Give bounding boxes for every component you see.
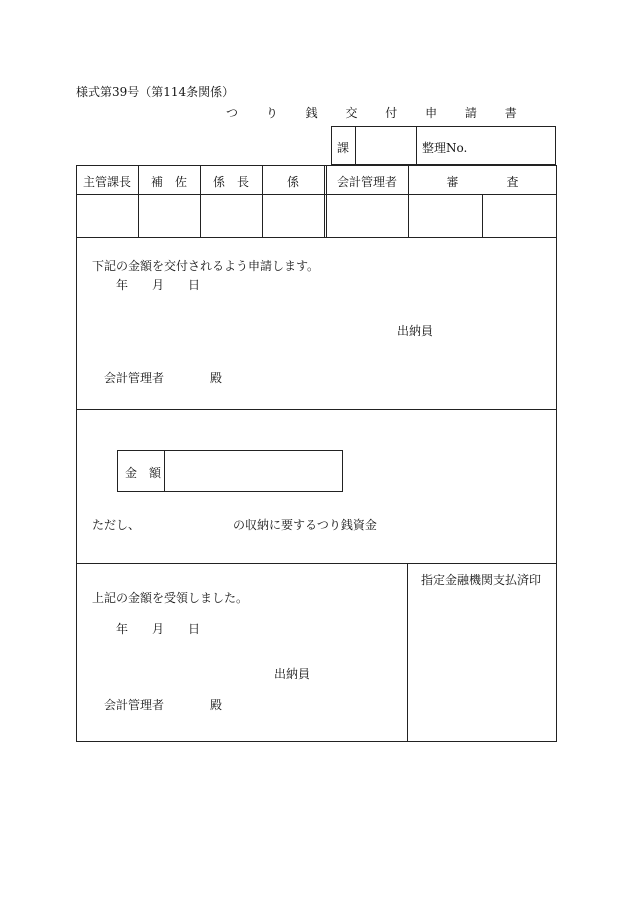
amount-input[interactable] <box>168 455 338 487</box>
bank-stamp-area[interactable] <box>410 592 554 738</box>
seal-cell-chief[interactable] <box>78 196 136 235</box>
amount-label: 金 額 <box>125 466 162 480</box>
bank-stamp-label: 指定金融機関支払済印 <box>421 573 542 587</box>
seal-cell-accountant[interactable] <box>328 196 406 235</box>
divider <box>324 165 325 237</box>
proviso-purpose-field[interactable] <box>146 512 230 532</box>
request-addressee: 会計管理者 <box>104 371 165 385</box>
section-field[interactable] <box>360 139 414 155</box>
approval-header-subsection-chief: 係 長 <box>212 175 249 189</box>
request-cashier-label: 出納員 <box>397 324 434 338</box>
receipt-date-line: 年 月 日 <box>116 622 201 636</box>
form-number: 様式第39号（第114条関係） <box>76 85 235 99</box>
divider <box>76 409 557 410</box>
divider <box>355 126 356 165</box>
divider <box>76 563 557 564</box>
receipt-addressee: 会計管理者 <box>104 698 165 712</box>
approval-header-staff: 係 <box>286 175 299 189</box>
request-honorific: 殿 <box>210 371 223 385</box>
divider <box>416 126 417 165</box>
divider <box>76 194 557 195</box>
seal-cell-assistant[interactable] <box>140 196 198 235</box>
section-label: 課 <box>337 141 350 155</box>
request-statement: 下記の金額を交付されるよう申請します。 <box>92 259 320 273</box>
request-date-line: 年 月 日 <box>116 278 201 292</box>
page-title: つ り 銭 交 付 申 請 書 <box>226 106 529 120</box>
approval-header-chief: 主管課長 <box>82 175 131 189</box>
receipt-statement: 上記の金額を受領しました。 <box>92 591 249 605</box>
receipt-honorific: 殿 <box>210 698 223 712</box>
serial-number-field[interactable] <box>472 136 552 156</box>
seal-cell-audit-1[interactable] <box>410 196 480 235</box>
seal-cell-audit-2[interactable] <box>484 196 555 235</box>
approval-header-audit: 審 査 <box>446 175 519 189</box>
seal-cell-staff[interactable] <box>264 196 322 235</box>
proviso-suffix: の収納に要するつり銭資金 <box>233 518 377 532</box>
seal-cell-subsection-chief[interactable] <box>202 196 260 235</box>
divider <box>407 563 408 742</box>
divider <box>482 194 483 237</box>
approval-header-assistant: 補 佐 <box>150 175 187 189</box>
divider <box>164 450 165 492</box>
divider <box>76 237 557 238</box>
approval-header-accountant: 会計管理者 <box>336 175 397 189</box>
receipt-cashier-label: 出納員 <box>274 667 311 681</box>
proviso-prefix: ただし、 <box>92 518 141 532</box>
serial-number-label: 整理No. <box>422 141 468 155</box>
